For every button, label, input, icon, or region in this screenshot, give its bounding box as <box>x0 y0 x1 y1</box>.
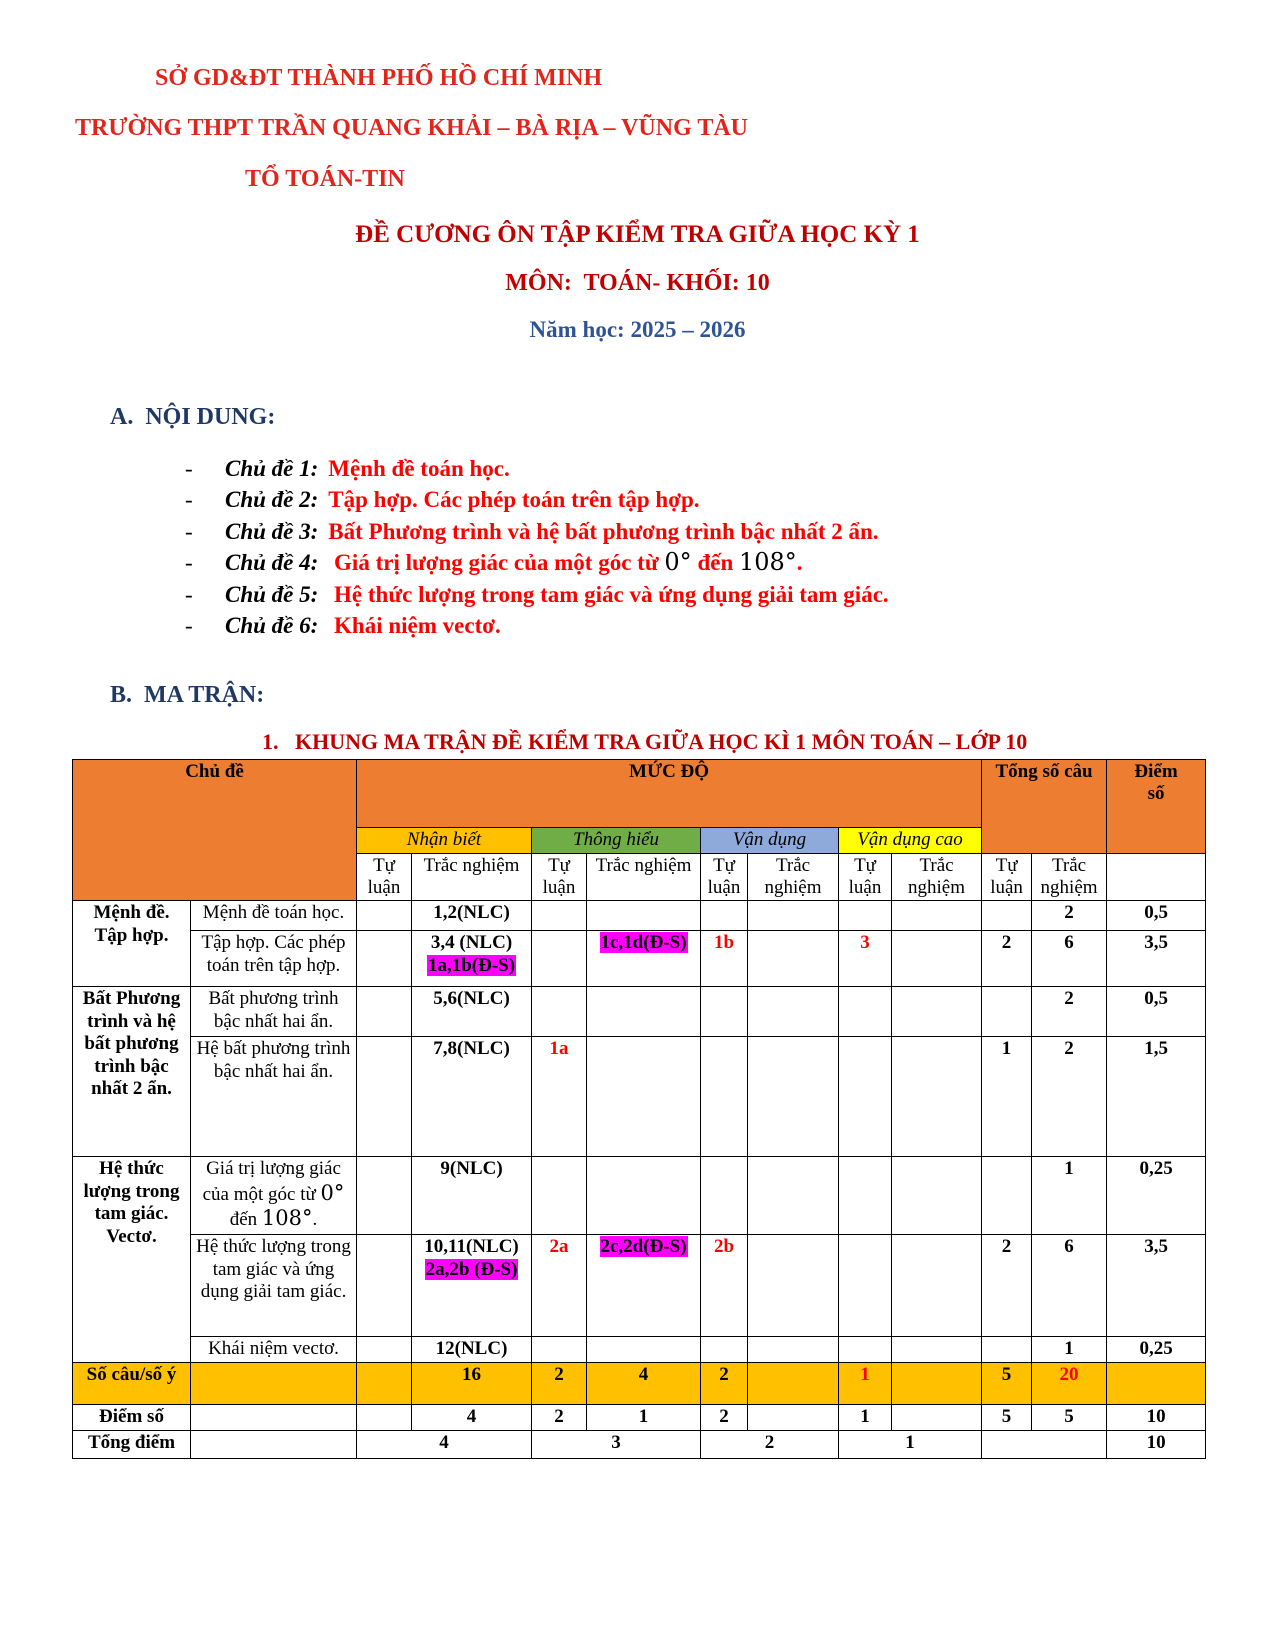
table-cell: 1,5 <box>1107 1037 1206 1157</box>
empty-cell <box>532 931 587 987</box>
row-tong-diem: Tổng điểm <box>73 1431 191 1459</box>
topic-part: Tập hợp. Các phép toán trên tập hợp. <box>328 487 700 513</box>
empty-cell <box>357 1337 412 1363</box>
matrix-table-title: 1. KHUNG MA TRẬN ĐỀ KIỂM TRA GIỮA HỌC KÌ 1 MÔN TOÁN – LỚP 10 <box>262 728 1028 754</box>
empty-cell <box>357 1037 412 1157</box>
group-bat-phuong-trinh: Bất Phương trình và hệ bất phương trình bậc nhất 2 ẩn. <box>73 987 191 1157</box>
empty-cell <box>357 1235 412 1337</box>
header-muc-do: MỨC ĐỘ <box>357 759 982 827</box>
level-nhan-biet: Nhận biết <box>357 827 532 853</box>
header-diem-so: Điểm số <box>1107 759 1206 853</box>
table-cell: 1,2(NLC) <box>412 901 532 931</box>
table-cell: 2 <box>701 1363 748 1405</box>
empty-cell <box>357 1363 412 1405</box>
doc-title: ĐỀ CƯƠNG ÔN TẬP KIỂM TRA GIỮA HỌC KỲ 1 <box>355 220 920 248</box>
table-cell: 10 <box>1107 1431 1206 1459</box>
empty-cell <box>587 1157 701 1235</box>
table-cell: 5 <box>982 1363 1032 1405</box>
table-cell: 6 <box>1032 1235 1107 1337</box>
list-dash: - <box>185 613 193 639</box>
topic-text <box>328 453 509 485</box>
empty-cell <box>892 1337 982 1363</box>
table-cell: 3,5 <box>1107 1235 1206 1337</box>
table-cell: 1 <box>839 1363 892 1405</box>
list-dash: - <box>185 581 193 607</box>
empty-cell <box>839 987 892 1037</box>
empty-cell <box>892 901 982 931</box>
row-so-cau-so-y: Số câu/số ý <box>73 1363 191 1405</box>
empty-cell <box>191 1405 357 1431</box>
topic-item <box>0 547 1275 579</box>
section-a-heading: A. NỘI DUNG: <box>110 403 276 430</box>
table-row <box>73 1157 1206 1235</box>
empty-cell <box>532 1337 587 1363</box>
table-cell: 1 <box>982 1037 1032 1157</box>
table-row <box>73 1405 1206 1431</box>
empty-cell <box>532 1157 587 1235</box>
matrix-table <box>72 759 1206 1460</box>
table-cell: 2b <box>701 1235 748 1337</box>
doc-year: Năm học: 2025 – 2026 <box>529 316 746 342</box>
empty-cell <box>587 901 701 931</box>
table-cell: Giá trị lượng giác của một góc từ 0° đến 108°. <box>191 1157 357 1235</box>
topic-list <box>0 453 1275 642</box>
group-menh-de-tap-hop: Mệnh đề. Tập hợp. <box>73 901 191 987</box>
table-cell: Trắc nghiệm <box>1032 853 1107 901</box>
empty-cell <box>748 1337 839 1363</box>
table-cell: 4 <box>357 1431 532 1459</box>
table-cell: 0,5 <box>1107 987 1206 1037</box>
table-cell: Mệnh đề toán học. <box>191 901 357 931</box>
empty-cell <box>587 1037 701 1157</box>
table-cell: 1 <box>839 1431 982 1459</box>
empty-cell <box>357 987 412 1037</box>
table-cell: 4 <box>587 1363 701 1405</box>
level-van-dung: Vận dụng <box>701 827 839 853</box>
empty-cell <box>1107 853 1206 901</box>
table-row <box>73 759 1206 827</box>
group-he-thuc-luong: Hệ thức lượng trong tam giác. Vectơ. <box>73 1157 191 1363</box>
table-cell: 0,25 <box>1107 1157 1206 1235</box>
table-cell: 0,5 <box>1107 901 1206 931</box>
table-row <box>73 1363 1206 1405</box>
school-department-line: SỞ GD&ĐT THÀNH PHỐ HỒ CHÍ MINH <box>155 65 603 91</box>
topic-part: đến <box>691 550 739 576</box>
empty-cell <box>982 901 1032 931</box>
empty-cell <box>748 931 839 987</box>
topic-item <box>0 484 1275 516</box>
table-cell: 2 <box>1032 987 1107 1037</box>
table-row <box>73 1337 1206 1363</box>
topic-part: . <box>796 550 803 576</box>
table-cell: Hệ thức lượng trong tam giác và ứng dụng giải tam giác. <box>191 1235 357 1337</box>
table-cell: 3 <box>532 1431 701 1459</box>
row-diem-so: Điểm số <box>73 1405 191 1431</box>
table-cell: 1 <box>587 1405 701 1431</box>
doc-subject: MÔN: TOÁN- KHỐI: 10 <box>505 270 770 297</box>
topic-label: Chủ đề 3: <box>225 518 319 544</box>
empty-cell <box>892 1037 982 1157</box>
empty-cell <box>982 1337 1032 1363</box>
empty-cell <box>532 901 587 931</box>
empty-cell <box>701 901 748 931</box>
table-cell: 0,25 <box>1107 1337 1206 1363</box>
table-cell: 4 <box>412 1405 532 1431</box>
empty-cell <box>892 1405 982 1431</box>
topic-part: Bất Phương trình và hệ bất phương trình bậc nhất 2 ẩn. <box>328 518 879 544</box>
table-cell: 1 <box>839 1405 892 1431</box>
header-chu-de: Chủ đề <box>73 759 357 901</box>
table-row <box>73 987 1206 1037</box>
list-dash: - <box>185 518 193 544</box>
empty-cell <box>357 1405 412 1431</box>
table-row <box>73 901 1206 931</box>
table-cell: Hệ bất phương trình bậc nhất hai ẩn. <box>191 1037 357 1157</box>
table-cell: 6 <box>1032 931 1107 987</box>
table-cell: 2 <box>532 1363 587 1405</box>
topic-text <box>328 516 878 548</box>
empty-cell <box>701 1037 748 1157</box>
table-cell: 2 <box>532 1405 587 1431</box>
table-cell: 5,6(NLC) <box>412 987 532 1037</box>
empty-cell <box>587 987 701 1037</box>
topic-label: Chủ đề 6: <box>225 613 319 639</box>
level-van-dung-cao: Vận dụng cao <box>839 827 982 853</box>
table-cell: 2 <box>1032 1037 1107 1157</box>
table-cell: Bất phương trình bậc nhất hai ẩn. <box>191 987 357 1037</box>
table-cell: Trắc nghiệm <box>748 853 839 901</box>
table-cell: Khái niệm vectơ. <box>191 1337 357 1363</box>
empty-cell <box>839 1337 892 1363</box>
empty-cell <box>701 987 748 1037</box>
table-cell: Trắc nghiệm <box>587 853 701 901</box>
table-cell: Trắc nghiệm <box>412 853 532 901</box>
table-row <box>73 1235 1206 1337</box>
empty-cell <box>892 1157 982 1235</box>
topic-part: Mệnh đề toán học. <box>328 455 510 481</box>
table-cell: 2c,2d(Đ-S) <box>587 1235 701 1337</box>
table-cell: 7,8(NLC) <box>412 1037 532 1157</box>
subject-group-line: TỔ TOÁN-TIN <box>245 165 405 192</box>
empty-cell <box>892 1235 982 1337</box>
empty-cell <box>357 901 412 931</box>
table-cell: 16 <box>412 1363 532 1405</box>
table-row <box>73 931 1206 987</box>
topic-label: Chủ đề 2: <box>225 487 319 513</box>
empty-cell <box>892 1363 982 1405</box>
table-cell: 1 <box>1032 1337 1107 1363</box>
table-cell: 20 <box>1032 1363 1107 1405</box>
table-cell: 10,11(NLC) 2a,2b (Đ-S) <box>412 1235 532 1337</box>
table-cell: Tự luận <box>532 853 587 901</box>
empty-cell <box>982 987 1032 1037</box>
table-cell: 1b <box>701 931 748 987</box>
empty-cell <box>191 1363 357 1405</box>
level-thong-hieu: Thông hiểu <box>532 827 701 853</box>
table-cell: Tự luận <box>839 853 892 901</box>
topic-label: Chủ đề 5: <box>225 581 319 607</box>
table-cell: 2 <box>701 1405 748 1431</box>
table-cell: Tự luận <box>982 853 1032 901</box>
table-cell: 1c,1d(Đ-S) <box>587 931 701 987</box>
topic-text <box>328 547 802 579</box>
topic-label: Chủ đề 4: <box>225 550 319 576</box>
topic-item <box>0 453 1275 485</box>
topic-label: Chủ đề 1: <box>225 455 319 481</box>
table-cell: 3,5 <box>1107 931 1206 987</box>
table-row <box>73 1431 1206 1459</box>
table-cell: 2 <box>701 1431 839 1459</box>
empty-cell <box>532 987 587 1037</box>
topic-item <box>0 579 1275 611</box>
math-text: 0° <box>664 548 692 577</box>
topic-part: Khái niệm vectơ. <box>328 613 501 639</box>
empty-cell <box>357 1157 412 1235</box>
table-row <box>73 1037 1206 1157</box>
table-cell: 2 <box>982 1235 1032 1337</box>
school-name-line: TRƯỜNG THPT TRẦN QUANG KHẢI – BÀ RỊA – VŨNG TÀU <box>75 115 748 142</box>
empty-cell <box>892 931 982 987</box>
empty-cell <box>191 1431 357 1459</box>
empty-cell <box>839 1157 892 1235</box>
empty-cell <box>701 1157 748 1235</box>
empty-cell <box>982 1431 1107 1459</box>
empty-cell <box>748 1037 839 1157</box>
table-cell: 2 <box>982 931 1032 987</box>
empty-cell <box>892 987 982 1037</box>
topic-item <box>0 610 1275 642</box>
empty-cell <box>748 901 839 931</box>
empty-cell <box>357 931 412 987</box>
math-text: 108° <box>738 548 797 577</box>
empty-cell <box>839 901 892 931</box>
empty-cell <box>1107 1363 1206 1405</box>
table-cell: Trắc nghiệm <box>892 853 982 901</box>
list-dash: - <box>185 487 193 513</box>
topic-part: Giá trị lượng giác của một góc từ <box>328 550 665 576</box>
empty-cell <box>748 1363 839 1405</box>
empty-cell <box>839 1235 892 1337</box>
table-cell: 10 <box>1107 1405 1206 1431</box>
header-tong-so-cau: Tổng số câu <box>982 759 1107 853</box>
list-dash: - <box>185 455 193 481</box>
table-cell: 12(NLC) <box>412 1337 532 1363</box>
table-cell: 5 <box>982 1405 1032 1431</box>
empty-cell <box>587 1337 701 1363</box>
table-cell: 9(NLC) <box>412 1157 532 1235</box>
empty-cell <box>748 1157 839 1235</box>
table-cell: Tự luận <box>357 853 412 901</box>
empty-cell <box>748 1235 839 1337</box>
list-dash: - <box>185 550 193 576</box>
table-cell: 2 <box>1032 901 1107 931</box>
topic-text <box>328 610 500 642</box>
table-cell: 3,4 (NLC) 1a,1b(Đ-S) <box>412 931 532 987</box>
table-cell: 2a <box>532 1235 587 1337</box>
table-cell: 5 <box>1032 1405 1107 1431</box>
empty-cell <box>748 1405 839 1431</box>
table-cell: Tự luận <box>701 853 748 901</box>
table-cell: 1a <box>532 1037 587 1157</box>
section-b-heading: B. MA TRẬN: <box>110 681 265 708</box>
empty-cell <box>839 1037 892 1157</box>
empty-cell <box>748 987 839 1037</box>
topic-part: Hệ thức lượng trong tam giác và ứng dụng giải tam giác. <box>328 581 889 607</box>
empty-cell <box>982 1157 1032 1235</box>
topic-item <box>0 516 1275 548</box>
topic-text <box>328 579 888 611</box>
table-cell: 3 <box>839 931 892 987</box>
table-cell: 1 <box>1032 1157 1107 1235</box>
empty-cell <box>701 1337 748 1363</box>
table-cell: Tập hợp. Các phép toán trên tập hợp. <box>191 931 357 987</box>
topic-text <box>328 484 699 516</box>
